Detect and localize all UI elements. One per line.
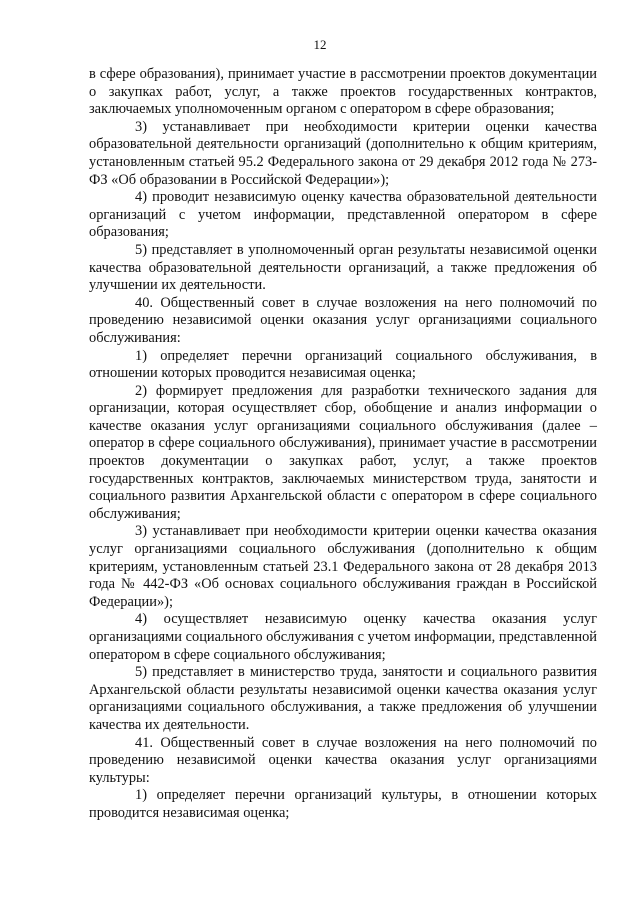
- section-41-heading: 41. Общественный совет в случае возложения на него полномочий по проведению независимой оценки качества оказания услуг организациями культуры:: [89, 734, 597, 786]
- paragraph: 2) формирует предложения для разработки технического задания для организации, которая осуществляет сбор, обобщение и анализ информации о качестве оказания услуг организациями социального обслуживания (далее – оператор в сфере социального обслуживания), принимает участие в рассмотрении проектов документации о закупках работ, услуг, а также проектов государственных контрактов, заключаемых министерством труда, занятости и социального развития Архангельской области с оператором в сфере социального обслуживания;: [89, 382, 597, 522]
- paragraph: 1) определяет перечни организаций социального обслуживания, в отношении которых проводится независимая оценка;: [89, 347, 597, 382]
- paragraph: 5) представляет в министерство труда, занятости и социального развития Архангельской области результаты независимой оценки качества оказания услуг организациями социального обслуживания, а также предложения об улучшении качества их деятельности.: [89, 664, 597, 733]
- paragraph-continuation: в сфере образования), принимает участие в рассмотрении проектов документации о закупках работ, услуг, а также проектов государственных контрактов, заключаемых уполномоченным органом с оператором в сфере образования;: [89, 66, 597, 118]
- section-40-heading: 40. Общественный совет в случае возложения на него полномочий по проведению независимой оценки оказания услуг организациями социального обслуживания:: [89, 294, 597, 346]
- document-body: [89, 66, 597, 823]
- paragraph: 3) устанавливает при необходимости критерии оценки качества образовательной деятельности организаций (дополнительно к общим критериям, установленным статьей 95.2 Федерального закона от 29 декабря 2012 года № 273-ФЗ «Об образовании в Российской Федерации»);: [89, 118, 597, 188]
- paragraph: 4) проводит независимую оценку качества образовательной деятельности организаций с учетом информации, представленной оператором в сфере образования;: [89, 189, 597, 241]
- paragraph: 1) определяет перечни организаций культуры, в отношении которых проводится независимая оценка;: [89, 787, 597, 821]
- paragraph: 5) представляет в уполномоченный орган результаты независимой оценки качества образовательной деятельности организаций, а также предложения об улучшении их деятельности.: [89, 241, 597, 294]
- page-number: 12: [313, 37, 327, 52]
- paragraph: 3) устанавливает при необходимости критерии оценки качества оказания услуг организациями социального обслуживания (дополнительно к общим критериям, установленным статьей 23.1 Федерального закона от 28 декабря 2013 года № 442-ФЗ «Об основах социального обслуживания граждан в Российской Федерации»);: [89, 523, 597, 610]
- paragraph: 4) осуществляет независимую оценку качества оказания услуг организациями социального обслуживания с учетом информации, представленной оператором в сфере социального обслуживания;: [89, 611, 597, 663]
